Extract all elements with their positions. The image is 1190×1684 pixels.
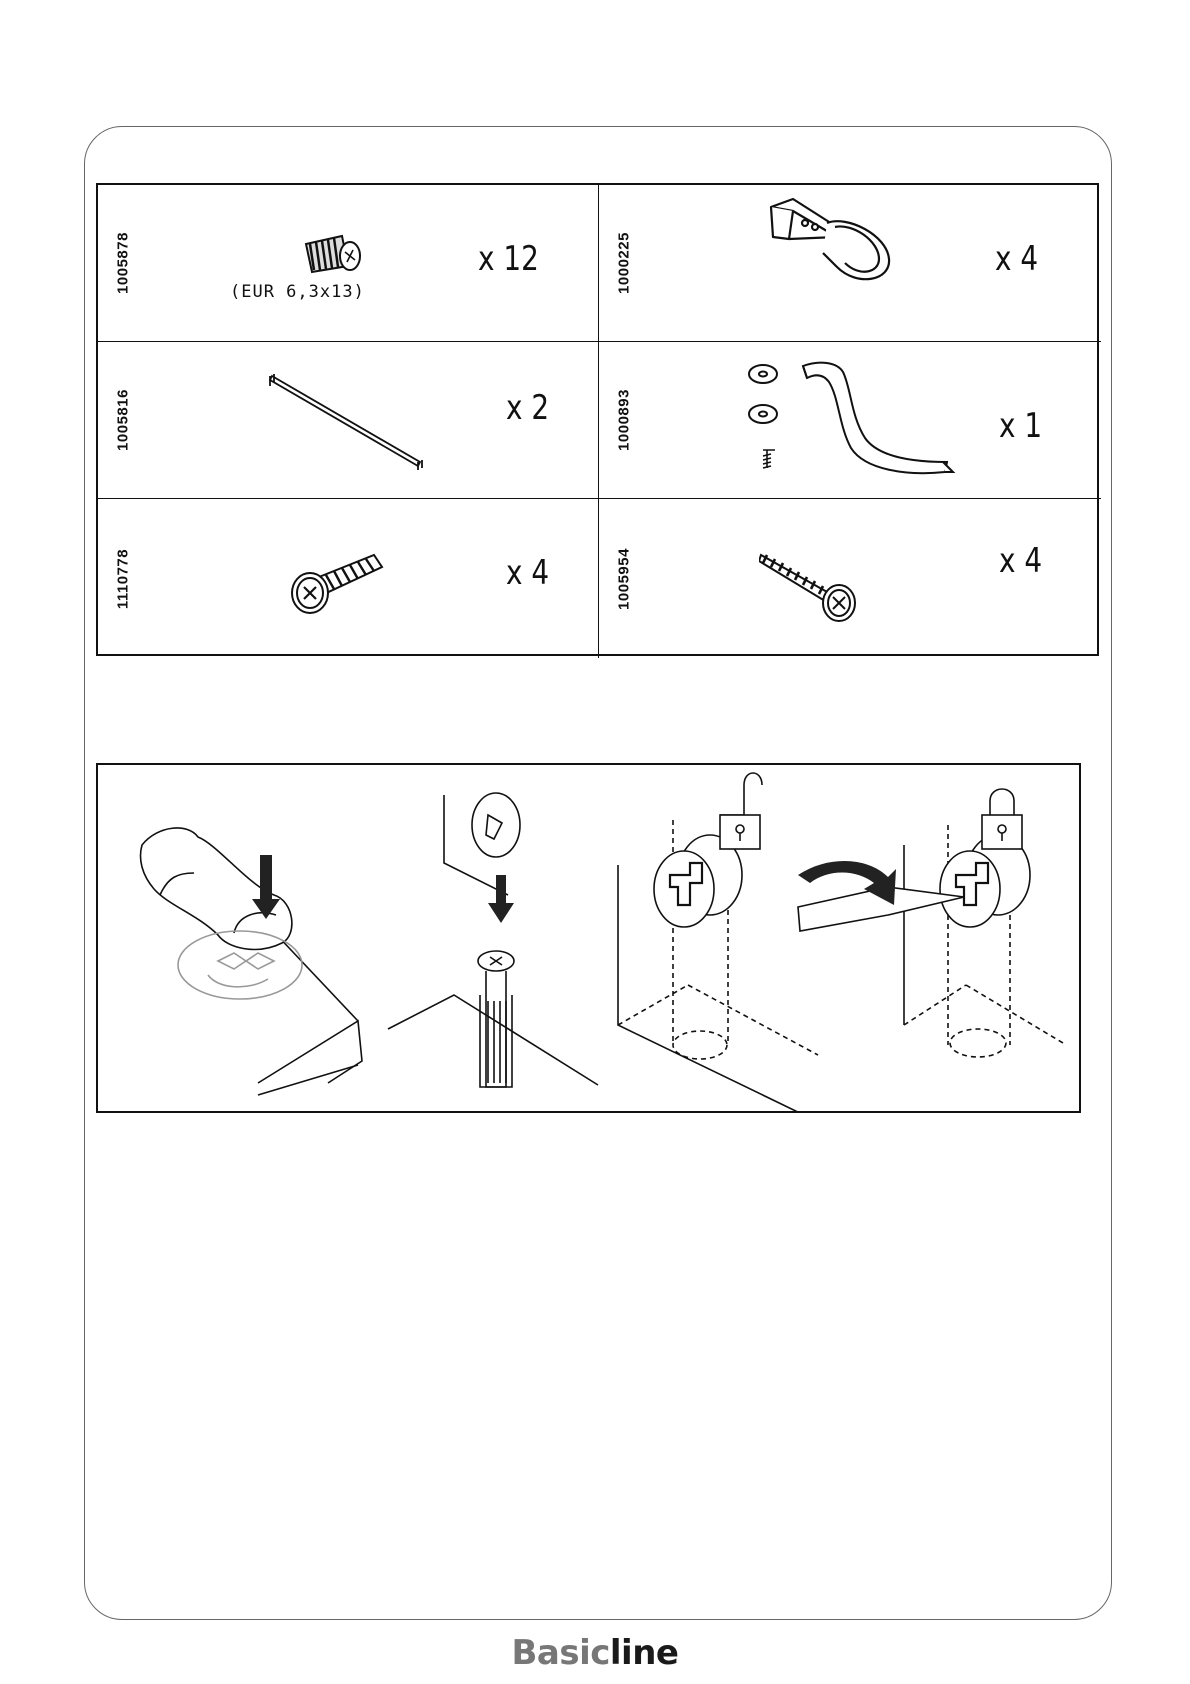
part-cell — [599, 499, 1101, 658]
strap-kit-icon — [747, 358, 967, 488]
part-subtitle: (EUR 6,3x13) — [230, 282, 365, 302]
parts-table — [96, 183, 1099, 656]
part-quantity: x 1 — [999, 406, 1043, 446]
connector-bolt-icon — [288, 549, 388, 619]
part-quantity: x 12 — [478, 239, 539, 279]
part-code: 1000225 — [615, 232, 633, 294]
brand-logo-part2: line — [609, 1633, 679, 1673]
part-code: 1000893 — [615, 389, 633, 451]
assembly-illustration — [96, 763, 1081, 1113]
part-cell — [98, 499, 599, 658]
part-cell — [98, 342, 599, 499]
part-cell — [599, 185, 1101, 342]
hanger-bracket-icon — [767, 197, 907, 292]
press-dowel-icon — [141, 828, 363, 1095]
part-code: 1005878 — [114, 232, 132, 294]
locked-cam-icon — [798, 789, 1063, 1057]
part-quantity: x 4 — [995, 239, 1039, 279]
part-code: 1005954 — [615, 547, 633, 610]
part-cell — [98, 185, 599, 342]
part-cell — [599, 342, 1101, 499]
unlocked-cam-icon — [618, 773, 818, 1113]
part-quantity: x 4 — [506, 553, 550, 593]
insert-dowel-icon — [388, 793, 598, 1087]
part-quantity: x 2 — [506, 388, 550, 428]
metal-rod-icon — [268, 362, 438, 472]
part-code: 1005816 — [114, 389, 132, 451]
euro-screw-icon — [298, 230, 378, 280]
long-screw-icon — [759, 549, 869, 629]
brand-logo-part1: Basic — [511, 1633, 610, 1673]
brand-logo — [0, 1633, 1190, 1673]
part-code: 1110778 — [114, 548, 132, 609]
part-quantity: x 4 — [999, 541, 1043, 581]
